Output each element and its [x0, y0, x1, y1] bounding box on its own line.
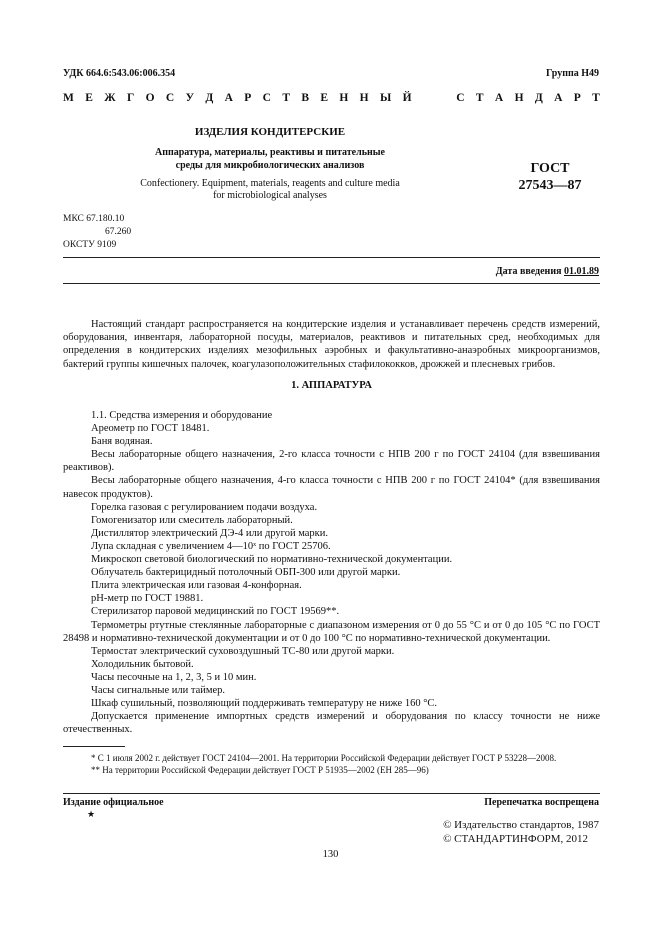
- banner-letter: Ы: [379, 92, 392, 104]
- gost-code: 27543—87: [518, 178, 582, 193]
- standard-banner: [63, 92, 600, 104]
- footer-divider: [63, 793, 600, 794]
- footnote-2: ** На территории Российской Федерации действует ГОСТ Р 51935—2002 (ЕН 285—96): [91, 765, 429, 775]
- mks-code-2: 67.260: [105, 227, 132, 237]
- date-divider: [63, 283, 600, 284]
- banner-letter: С: [262, 92, 271, 104]
- english-title-line-1: Confectionery. Equipment, materials, reagents and culture media: [140, 178, 400, 189]
- footnote-1: * С 1 июля 2002 г. действует ГОСТ 24104—2001. На территории Российской Федерации действует ГОСТ Р 53228—2008.: [91, 753, 557, 763]
- banner-letter: Д: [205, 92, 214, 104]
- equipment-item: Ареометр по ГОСТ 18481.: [91, 423, 210, 435]
- equipment-item: Весы лабораторные общего назначения, 4-го класса точности с НПВ 200 г по ГОСТ 24104* (для взвешивания навесок продуктов).: [63, 475, 600, 500]
- copyright-1: © Издательство стандартов, 1987: [443, 819, 599, 831]
- footnote-divider: [63, 746, 125, 747]
- banner-letter: Н: [359, 92, 369, 104]
- copyright-2: © СТАНДАРТИНФОРМ, 2012: [443, 833, 589, 845]
- banner-letter: А: [554, 92, 563, 104]
- group-code: Группа Н49: [546, 68, 599, 79]
- equipment-item: Гомогенизатор или смеситель лабораторный.: [91, 514, 293, 526]
- equipment-list: [63, 409, 600, 736]
- banner-letter: А: [224, 92, 233, 104]
- banner-letter: Д: [534, 92, 543, 104]
- equipment-item: Допускается применение импортных средств измерений и оборудования по классу точности не ниже отечественных.: [63, 711, 600, 736]
- mks-code-1: МКС 67.180.10: [63, 214, 125, 224]
- effective-date: [496, 266, 599, 277]
- equipment-item: Шкаф сушильный, позволяющий поддерживать температуру не ниже 160 °С.: [91, 698, 438, 710]
- banner-letter: В: [301, 92, 309, 104]
- banner-letter: Н: [514, 92, 524, 104]
- banner-letter: Р: [573, 92, 581, 104]
- star-mark: ★: [87, 809, 96, 819]
- banner-letter: Р: [244, 92, 252, 104]
- equipment-item: Плита электрическая или газовая 4-конфорная.: [91, 580, 302, 592]
- banner-letter: Т: [592, 92, 600, 104]
- header-divider: [63, 257, 600, 258]
- equipment-item: Весы лабораторные общего назначения, 2-го класса точности с НПВ 200 г по ГОСТ 24104 (для взвешивания реактивов).: [63, 449, 600, 474]
- banner-letter: С: [165, 92, 175, 104]
- effective-date-label: Дата введения: [495, 266, 562, 277]
- equipment-item: Облучатель бактерицидный потолочный ОБП-300 или другой марки.: [91, 567, 401, 579]
- document-title: ИЗДЕЛИЯ КОНДИТЕРСКИЕ: [194, 126, 346, 138]
- footnotes: [63, 752, 600, 776]
- document-subtitle: [120, 146, 420, 172]
- english-title-line-2: for microbiological analyses: [213, 190, 327, 201]
- okstu-code: ОКСТУ 9109: [63, 240, 117, 250]
- banner-letter: Н: [339, 92, 349, 104]
- udc-code: УДК 664.6:543.06:006.354: [63, 68, 176, 79]
- banner-letter: О: [145, 92, 155, 104]
- intro-paragraph: Настоящий стандарт распространяется на кондитерские изделия и устанавливает перечень средств измерений, оборудования, инвентаря, лабораторной посуды, материалов, реактивов и питательных сред, необходимых для определения в кондитерских изделиях мезофильных аэробных и факультативно-анаэробных микроорганизмов, бактерий группы кишечных палочек, коагулазоположительных стафилококков, дрожжей и плесневых грибов.: [63, 319, 600, 370]
- gost-number: [500, 160, 600, 194]
- banner-letter: Т: [282, 92, 290, 104]
- equipment-item: Дистиллятор электрический ДЭ-4 или другой марки.: [91, 527, 329, 539]
- equipment-item: рН-метр по ГОСТ 19881.: [91, 593, 204, 605]
- subtitle-line-1: Аппаратура, материалы, реактивы и питательные: [154, 147, 385, 158]
- equipment-item: Часы сигнальные или таймер.: [91, 684, 226, 696]
- subtitle-line-2: среды для микробиологических анализов: [175, 160, 365, 171]
- equipment-item: Холодильник бытовой.: [91, 658, 194, 670]
- page-number: 130: [322, 849, 339, 860]
- banner-letter: М: [63, 92, 74, 104]
- copyright-block: [443, 818, 599, 846]
- equipment-item: Баня водяная.: [91, 436, 153, 448]
- equipment-item: Часы песочные на 1, 2, 3, 5 и 10 мин.: [91, 671, 257, 683]
- classification-codes: [63, 213, 131, 252]
- equipment-item: 1.1. Средства измерения и оборудование: [91, 410, 273, 421]
- equipment-item: Микроскоп световой биологический по нормативно-технической документации.: [91, 554, 453, 566]
- equipment-item: Термостат электрический суховоздушный ТС-80 или другой марки.: [91, 645, 395, 657]
- banner-letter: Ж: [104, 92, 116, 104]
- banner-letter: А: [494, 92, 504, 104]
- equipment-item: Горелка газовая с регулированием подачи воздуха.: [91, 501, 318, 513]
- banner-letter: Й: [402, 92, 412, 104]
- banner-letter: Т: [475, 92, 484, 104]
- banner-letter: Е: [85, 92, 93, 104]
- banner-letter: Г: [126, 92, 135, 104]
- effective-date-value: 01.01.89: [564, 266, 599, 277]
- reprint-prohibited: Перепечатка воспрещена: [484, 797, 599, 808]
- equipment-item: Стерилизатор паровой медицинский по ГОСТ 19569**.: [91, 606, 340, 618]
- banner-gap: [423, 92, 445, 104]
- gost-label: ГОСТ: [530, 161, 570, 176]
- equipment-item: Термометры ртутные стеклянные лабораторные с диапазоном измерения от 0 до 55 °С и от 0 до 105 °С по ГОСТ 28498 и нормативно-технической документации и от 0 до 100 °С по нормативно-технической документации.: [63, 619, 600, 644]
- banner-letter: Е: [320, 92, 329, 104]
- equipment-item: Лупа складная с увеличением 4—10ˣ по ГОСТ 25706.: [91, 540, 331, 552]
- banner-letter: С: [456, 92, 465, 104]
- official-edition: Издание официальное: [63, 797, 164, 808]
- banner-letter: У: [185, 92, 195, 104]
- section-title: 1. АППАРАТУРА: [291, 380, 372, 391]
- english-title: [110, 178, 430, 202]
